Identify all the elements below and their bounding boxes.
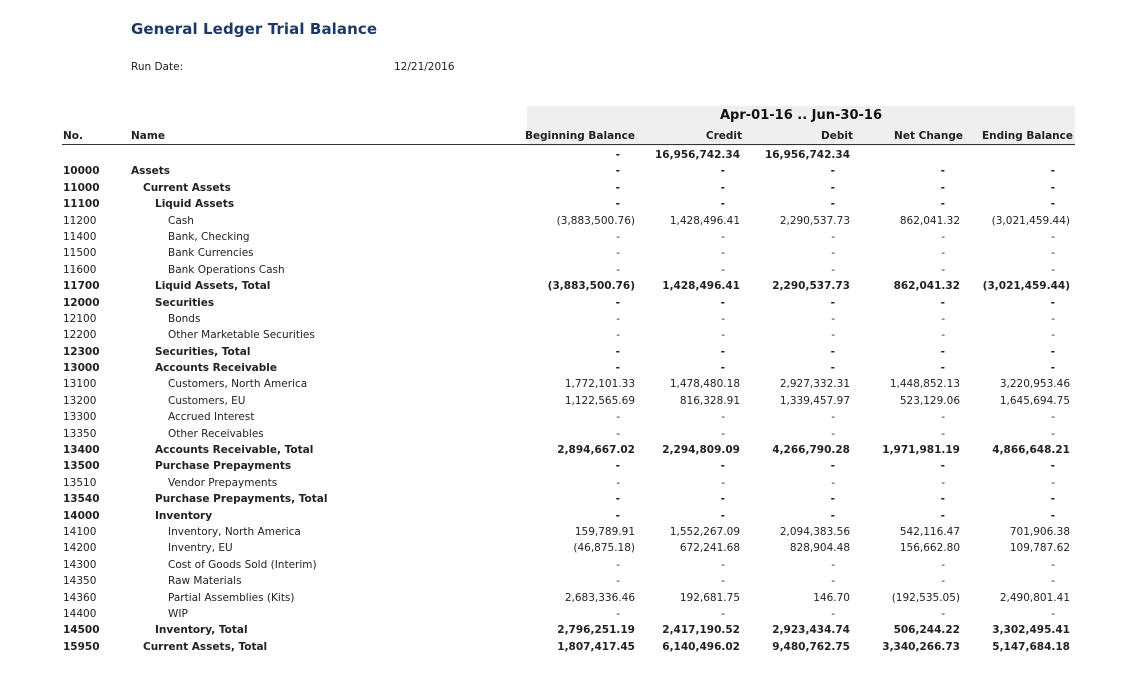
ending-balance-cell: - <box>1051 476 1055 489</box>
run-date-value: 12/21/2016 <box>394 61 455 73</box>
beginning-balance-cell: - <box>615 345 620 358</box>
account-number: 14200 <box>63 542 97 555</box>
debit-cell: - <box>830 198 835 211</box>
net-change-cell: - <box>941 411 945 424</box>
credit-cell: - <box>721 607 725 620</box>
account-number: 11700 <box>63 280 100 293</box>
column-header-debit: Debit <box>821 130 853 142</box>
account-number: 13300 <box>63 411 97 424</box>
account-number: 13400 <box>63 444 100 457</box>
debit-cell: 1,339,457.97 <box>779 394 850 407</box>
debit-cell: - <box>831 329 835 342</box>
ending-balance-cell: - <box>1051 247 1055 260</box>
beginning-balance-cell: 2,894,667.02 <box>557 444 635 457</box>
beginning-balance-cell: - <box>615 149 620 161</box>
account-name: Other Receivables <box>168 427 264 440</box>
column-header-name: Name <box>131 130 165 142</box>
beginning-balance-cell: (46,875.18) <box>573 542 635 555</box>
beginning-balance-cell: - <box>615 165 620 178</box>
account-name: Assets <box>131 165 171 178</box>
credit-cell: 2,294,809.09 <box>662 444 740 457</box>
credit-cell: 6,140,496.02 <box>662 640 740 653</box>
ending-balance-cell: - <box>1050 165 1055 178</box>
account-name: Accrued Interest <box>168 411 255 424</box>
table-row <box>0 524 1140 540</box>
debit-cell: 828,904.48 <box>789 542 850 555</box>
beginning-balance-cell: 1,122,565.69 <box>564 394 635 407</box>
debit-cell: - <box>830 165 835 178</box>
account-name: Inventory <box>155 509 213 522</box>
table-row <box>0 442 1140 458</box>
beginning-balance-cell: - <box>615 296 620 309</box>
credit-cell: 1,552,267.09 <box>669 525 740 538</box>
credit-cell: - <box>720 181 725 194</box>
beginning-balance-cell: - <box>615 493 620 506</box>
net-change-cell: - <box>941 476 945 489</box>
table-row <box>0 147 1140 163</box>
credit-cell: - <box>721 411 725 424</box>
credit-cell: - <box>721 427 725 440</box>
table-row <box>0 540 1140 556</box>
table-row <box>0 393 1140 409</box>
account-name: Cost of Goods Sold (Interim) <box>168 558 317 571</box>
credit-cell: - <box>721 230 725 243</box>
ending-balance-cell: 109,787.62 <box>1009 542 1070 555</box>
account-number: 14100 <box>63 525 97 538</box>
ending-balance-cell: - <box>1050 198 1055 211</box>
account-name: Cash <box>168 214 194 227</box>
debit-cell: - <box>830 362 835 375</box>
net-change-cell: - <box>940 296 945 309</box>
net-change-cell: - <box>940 362 945 375</box>
account-name: Securities <box>155 296 215 309</box>
beginning-balance-cell: - <box>616 263 620 276</box>
account-number: 11100 <box>63 198 100 211</box>
table-row <box>0 327 1140 343</box>
ending-balance-cell: - <box>1051 312 1055 325</box>
ending-balance-cell: - <box>1050 296 1055 309</box>
beginning-balance-cell: 159,789.91 <box>574 525 635 538</box>
account-name: Purchase Prepayments <box>155 460 292 473</box>
net-change-cell: 542,116.47 <box>899 525 960 538</box>
account-number: 13000 <box>63 362 100 375</box>
beginning-balance-cell: - <box>616 575 620 588</box>
net-change-cell: - <box>941 329 945 342</box>
credit-cell: 2,417,190.52 <box>662 624 740 637</box>
debit-cell: - <box>831 607 835 620</box>
credit-cell: - <box>720 198 725 211</box>
account-name: Customers, North America <box>168 378 308 391</box>
table-row <box>0 163 1140 179</box>
credit-cell: 672,241.68 <box>679 542 740 555</box>
account-name: Inventry, EU <box>168 542 233 555</box>
ending-balance-cell: - <box>1050 460 1055 473</box>
debit-cell: - <box>830 460 835 473</box>
table-row <box>0 491 1140 507</box>
net-change-cell: - <box>941 247 945 260</box>
debit-cell: - <box>831 558 835 571</box>
ending-balance-cell: 4,866,648.21 <box>992 444 1070 457</box>
net-change-cell: - <box>940 198 945 211</box>
ending-balance-cell: - <box>1051 607 1055 620</box>
account-number: 14350 <box>63 575 97 588</box>
ending-balance-cell: 5,147,684.18 <box>992 640 1070 653</box>
net-change-cell: - <box>941 607 945 620</box>
account-name: Purchase Prepayments, Total <box>155 493 328 506</box>
account-name: Inventory, North America <box>168 525 301 538</box>
ending-balance-cell: - <box>1051 230 1055 243</box>
table-row <box>0 573 1140 589</box>
credit-cell: - <box>720 460 725 473</box>
credit-cell: - <box>721 247 725 260</box>
beginning-balance-cell: - <box>615 181 620 194</box>
debit-cell: 16,956,742.34 <box>764 149 850 161</box>
beginning-balance-cell: 2,796,251.19 <box>557 624 635 637</box>
net-change-cell: 862,041.32 <box>899 214 960 227</box>
account-number: 14360 <box>63 591 97 604</box>
table-row <box>0 606 1140 622</box>
account-name: Inventory, Total <box>155 624 248 637</box>
report-title: General Ledger Trial Balance <box>131 20 378 38</box>
account-number: 12200 <box>63 329 97 342</box>
table-row <box>0 557 1140 573</box>
debit-cell: 9,480,762.75 <box>772 640 850 653</box>
ending-balance-cell: 2,490,801.41 <box>999 591 1070 604</box>
table-row <box>0 180 1140 196</box>
account-name: Current Assets <box>143 181 231 194</box>
ending-balance-cell: - <box>1051 329 1055 342</box>
account-number: 11200 <box>63 214 97 227</box>
debit-cell: 2,094,383.56 <box>779 525 850 538</box>
credit-cell: - <box>720 345 725 358</box>
net-change-cell: - <box>941 230 945 243</box>
account-name: Vendor Prepayments <box>168 476 278 489</box>
column-header-ending-balance: Ending Balance <box>981 130 1073 142</box>
ending-balance-cell: - <box>1051 411 1055 424</box>
account-name: Partial Assemblies (Kits) <box>168 591 295 604</box>
net-change-cell: - <box>941 427 945 440</box>
account-number: 14000 <box>63 509 100 522</box>
account-name: Liquid Assets, Total <box>155 280 271 293</box>
beginning-balance-cell: - <box>616 247 620 260</box>
credit-cell: 16,956,742.34 <box>654 149 740 161</box>
account-number: 11600 <box>63 263 97 276</box>
account-number: 14500 <box>63 624 100 637</box>
column-header-beginning-balance: Beginning Balance <box>524 130 635 142</box>
ending-balance-cell: - <box>1050 509 1055 522</box>
column-header-net-change: Net Change <box>894 130 963 142</box>
debit-cell: - <box>830 296 835 309</box>
debit-cell: - <box>831 575 835 588</box>
account-number: 13200 <box>63 394 97 407</box>
net-change-cell: 1,448,852.13 <box>889 378 960 391</box>
net-change-cell: 523,129.06 <box>899 394 960 407</box>
table-row <box>0 622 1140 638</box>
credit-cell: - <box>721 558 725 571</box>
table-row <box>0 475 1140 491</box>
column-header-credit: Credit <box>705 130 742 142</box>
net-change-cell: - <box>941 575 945 588</box>
debit-cell: - <box>831 247 835 260</box>
table-row <box>0 426 1140 442</box>
run-date-label: Run Date: <box>131 61 184 73</box>
ending-balance-cell: - <box>1051 427 1055 440</box>
beginning-balance-cell: - <box>616 329 620 342</box>
net-change-cell: 506,244.22 <box>893 624 960 637</box>
table-row <box>0 360 1140 376</box>
debit-cell: - <box>831 427 835 440</box>
ending-balance-cell: - <box>1050 493 1055 506</box>
ending-balance-cell: 1,645,694.75 <box>999 394 1070 407</box>
net-change-cell: - <box>940 493 945 506</box>
net-change-cell: 3,340,266.73 <box>882 640 960 653</box>
ending-balance-cell: (3,021,459.44) <box>982 280 1070 293</box>
table-row <box>0 213 1140 229</box>
ending-balance-cell: - <box>1051 263 1055 276</box>
period-label: Apr-01-16 .. Jun-30-16 <box>720 108 882 123</box>
debit-cell: - <box>830 181 835 194</box>
beginning-balance-cell: (3,883,500.76) <box>556 214 635 227</box>
credit-cell: - <box>720 296 725 309</box>
account-number: 13350 <box>63 427 97 440</box>
account-name: Current Assets, Total <box>143 640 268 653</box>
debit-cell: - <box>830 493 835 506</box>
ending-balance-cell: - <box>1050 181 1055 194</box>
beginning-balance-cell: - <box>616 411 620 424</box>
table-row <box>0 229 1140 245</box>
account-name: Accounts Receivable, Total <box>155 444 314 457</box>
account-number: 15950 <box>63 640 100 653</box>
beginning-balance-cell: - <box>616 607 620 620</box>
debit-cell: - <box>831 312 835 325</box>
credit-cell: - <box>721 329 725 342</box>
net-change-cell: - <box>940 345 945 358</box>
credit-cell: 1,478,480.18 <box>669 378 740 391</box>
account-name: Bonds <box>168 312 201 325</box>
ending-balance-cell: - <box>1050 362 1055 375</box>
credit-cell: 816,328.91 <box>679 394 740 407</box>
account-name: Other Marketable Securities <box>168 329 315 342</box>
beginning-balance-cell: - <box>616 476 620 489</box>
debit-cell: 2,923,434.74 <box>772 624 850 637</box>
account-name: Raw Materials <box>168 575 242 588</box>
header-rule <box>62 144 1075 145</box>
net-change-cell: - <box>940 460 945 473</box>
beginning-balance-cell: (3,883,500.76) <box>547 280 635 293</box>
debit-cell: 2,290,537.73 <box>772 280 850 293</box>
beginning-balance-cell: - <box>616 558 620 571</box>
debit-cell: - <box>831 411 835 424</box>
table-row <box>0 409 1140 425</box>
ending-balance-cell: 701,906.38 <box>1009 525 1070 538</box>
debit-cell: 2,290,537.73 <box>779 214 850 227</box>
credit-cell: - <box>720 493 725 506</box>
table-row <box>0 278 1140 294</box>
account-name: Accounts Receivable <box>155 362 277 375</box>
table-row <box>0 590 1140 606</box>
credit-cell: 192,681.75 <box>679 591 740 604</box>
beginning-balance-cell: 2,683,336.46 <box>564 591 635 604</box>
account-name: Liquid Assets <box>155 198 235 211</box>
credit-cell: - <box>720 165 725 178</box>
table-row <box>0 295 1140 311</box>
net-change-cell: - <box>941 263 945 276</box>
debit-cell: - <box>831 263 835 276</box>
account-number: 11000 <box>63 181 100 194</box>
beginning-balance-cell: - <box>615 460 620 473</box>
account-number: 12000 <box>63 296 100 309</box>
debit-cell: - <box>830 345 835 358</box>
account-number: 11500 <box>63 247 97 260</box>
account-number: 13500 <box>63 460 100 473</box>
debit-cell: - <box>831 476 835 489</box>
account-name: WIP <box>168 607 188 620</box>
account-number: 13540 <box>63 493 100 506</box>
beginning-balance-cell: 1,772,101.33 <box>564 378 635 391</box>
net-change-cell: - <box>941 312 945 325</box>
account-number: 12300 <box>63 345 100 358</box>
beginning-balance-cell: - <box>615 198 620 211</box>
table-row <box>0 376 1140 392</box>
net-change-cell: 156,662.80 <box>899 542 960 555</box>
debit-cell: - <box>831 230 835 243</box>
table-row <box>0 639 1140 655</box>
debit-cell: 146.70 <box>813 591 850 604</box>
beginning-balance-cell: - <box>616 427 620 440</box>
account-number: 14300 <box>63 558 97 571</box>
debit-cell: 4,266,790.28 <box>772 444 850 457</box>
net-change-cell: - <box>940 181 945 194</box>
account-name: Securities, Total <box>155 345 251 358</box>
table-row <box>0 508 1140 524</box>
table-row <box>0 344 1140 360</box>
net-change-cell: 862,041.32 <box>893 280 960 293</box>
credit-cell: - <box>721 575 725 588</box>
credit-cell: - <box>721 476 725 489</box>
ending-balance-cell: - <box>1051 558 1055 571</box>
net-change-cell: - <box>941 558 945 571</box>
account-number: 13100 <box>63 378 97 391</box>
table-row <box>0 311 1140 327</box>
beginning-balance-cell: - <box>616 312 620 325</box>
credit-cell: 1,428,496.41 <box>662 280 740 293</box>
debit-cell: - <box>830 509 835 522</box>
table-row <box>0 458 1140 474</box>
beginning-balance-cell: - <box>615 509 620 522</box>
credit-cell: 1,428,496.41 <box>669 214 740 227</box>
table-row <box>0 196 1140 212</box>
account-number: 14400 <box>63 607 97 620</box>
ending-balance-cell: 3,220,953.46 <box>999 378 1070 391</box>
ending-balance-cell: - <box>1051 575 1055 588</box>
beginning-balance-cell: 1,807,417.45 <box>557 640 635 653</box>
net-change-cell: - <box>940 509 945 522</box>
table-row <box>0 245 1140 261</box>
ledger-table-body <box>0 147 1140 655</box>
net-change-cell: (192,535.05) <box>891 591 960 604</box>
account-name: Bank Currencies <box>168 247 254 260</box>
account-name: Bank Operations Cash <box>168 263 285 276</box>
account-name: Bank, Checking <box>168 230 250 243</box>
account-name: Customers, EU <box>168 394 246 407</box>
ending-balance-cell: 3,302,495.41 <box>992 624 1070 637</box>
ending-balance-cell: - <box>1050 345 1055 358</box>
account-number: 10000 <box>63 165 100 178</box>
column-header-no: No. <box>63 130 83 142</box>
beginning-balance-cell: - <box>616 230 620 243</box>
credit-cell: - <box>721 263 725 276</box>
credit-cell: - <box>720 509 725 522</box>
account-number: 11400 <box>63 230 97 243</box>
credit-cell: - <box>721 312 725 325</box>
net-change-cell: - <box>940 165 945 178</box>
ending-balance-cell: (3,021,459.44) <box>991 214 1070 227</box>
credit-cell: - <box>720 362 725 375</box>
table-row <box>0 262 1140 278</box>
account-number: 13510 <box>63 476 97 489</box>
debit-cell: 2,927,332.31 <box>779 378 850 391</box>
net-change-cell: 1,971,981.19 <box>882 444 960 457</box>
beginning-balance-cell: - <box>615 362 620 375</box>
account-number: 12100 <box>63 312 97 325</box>
